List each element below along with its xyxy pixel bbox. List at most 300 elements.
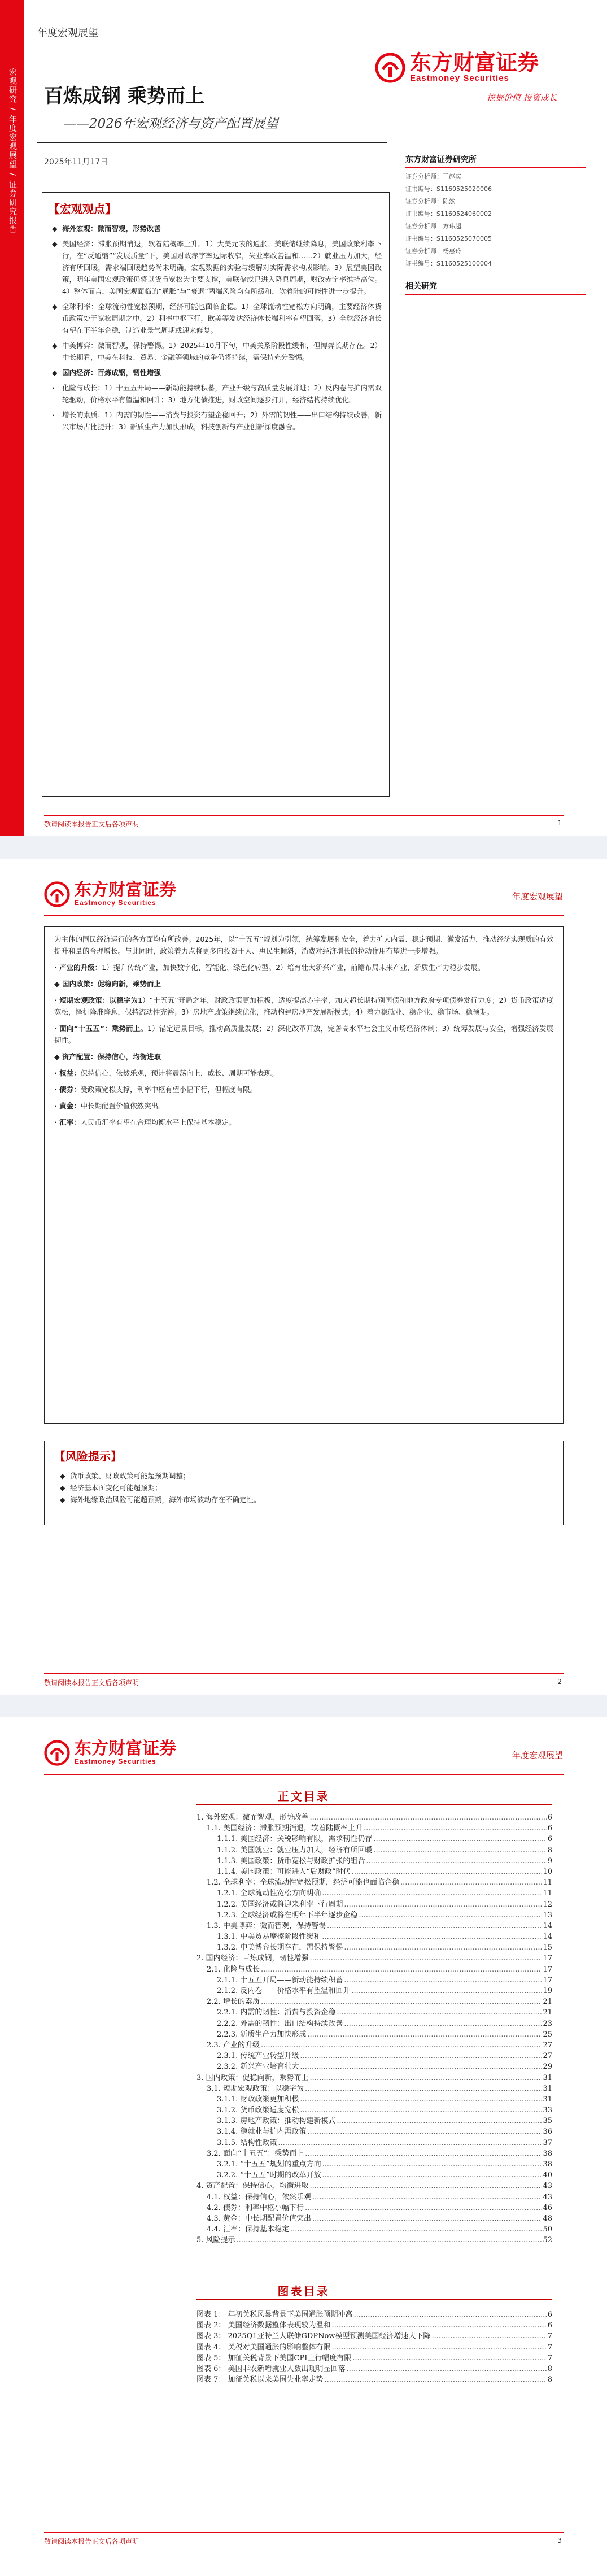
report-subtitle: ——2026年宏观经济与资产配置展望 <box>63 116 278 131</box>
viewpoint-section-title: 【宏观观点】 <box>49 202 116 216</box>
risk-bullet-icon: ◆ <box>60 1495 65 1504</box>
paragraph-text: 保持信心，依然乐观，预计将震荡向上，成长、周期可能表现。 <box>80 1069 278 1077</box>
toc-entry-label: 1.2.3. 全球经济或将在明年下半年逐步企稳 <box>217 1911 358 1920</box>
toc-title: 正文目录 <box>277 1790 330 1803</box>
toc-entry[interactable] <box>196 1909 552 1920</box>
toc-entry[interactable] <box>196 2104 552 2114</box>
analyst-row <box>405 193 586 206</box>
report-page-3 <box>0 1717 607 2553</box>
toc-entry[interactable] <box>196 1963 552 1974</box>
viewpoint-paragraph <box>54 933 553 957</box>
toc-entry-label: 1.3.1. 中美贸易摩擦阶段性缓和 <box>217 1933 321 1942</box>
bullet-marker: ◆ <box>52 302 58 311</box>
toc-entry-page: 35 <box>543 2117 552 2126</box>
brand-logo <box>375 52 539 83</box>
viewpoint-item <box>52 409 382 433</box>
figure-entry[interactable] <box>196 2319 552 2330</box>
figure-entry-label: 图表 7： 加征关税以来美国失业率走势 <box>196 2375 324 2384</box>
toc-leader-dots <box>325 2375 547 2384</box>
bullet-marker: ◆ <box>52 240 58 248</box>
toc-entry[interactable] <box>196 1822 552 1833</box>
toc-entry[interactable] <box>196 2201 552 2212</box>
brand-logo <box>44 881 176 907</box>
toc-entry-label: 1.2.1. 全球流动性宽松方向明确 <box>217 1889 321 1898</box>
risk-bullet-icon: ◆ <box>60 1483 65 1492</box>
paragraph-lead: ◆ 资产配置：保持信心，均衡进取 <box>54 1052 161 1061</box>
risk-item-text: 货币政策、财政政策可能超预期调整； <box>70 1472 190 1480</box>
analyst-row-text: 证书编号：S1160525100004 <box>405 260 492 267</box>
toc-entry[interactable] <box>196 2050 552 2060</box>
toc-entry-label: 3.1.2. 货币政策适度宽松 <box>217 2106 299 2115</box>
toc-entry[interactable] <box>196 2158 552 2169</box>
toc-entry-label: 2. 国内经济：百炼成钢，韧性增强 <box>196 1954 309 1963</box>
toc-entry[interactable] <box>196 1844 552 1855</box>
brand-logo <box>44 1740 176 1766</box>
toc-entry-page: 15 <box>543 1943 552 1952</box>
toc-leader-dots <box>237 2236 542 2244</box>
figure-entry-label: 图表 6： 美国非农新增就业人数出现明显回落 <box>196 2364 346 2373</box>
analyst-panel-title: 东方财富证券研究所 <box>405 151 586 168</box>
viewpoint-item-text: 海外宏观：微而智观，形势改善 <box>62 224 161 233</box>
toc-leader-dots <box>332 2321 547 2330</box>
analyst-row-text: 证书编号：S1160525070005 <box>405 235 492 242</box>
viewpoint-item <box>52 340 382 363</box>
paragraph-lead: · 面向“十五五”：乘势而上。 <box>54 1024 147 1033</box>
toc-entry-label: 2.3.1. 传统产业转型升级 <box>217 2052 299 2061</box>
toc-leader-dots <box>364 1824 547 1833</box>
toc-entry-label: 2.3. 产业的升级 <box>207 2040 260 2050</box>
analyst-row-text: 证券分析师：王赵宾 <box>405 173 461 180</box>
toc-entry-page: 17 <box>543 1954 552 1963</box>
toc-leader-dots <box>322 1889 542 1898</box>
figure-entry[interactable] <box>196 2373 552 2384</box>
viewpoint-paragraph <box>54 994 553 1018</box>
toc-entry-page: 43 <box>543 2182 552 2191</box>
footer-disclaimer: 敬请阅读本报告正文后各项声明 <box>44 2538 139 2545</box>
toc-entry-label: 4. 资产配置：保持信心，均衡进取 <box>196 2182 309 2191</box>
figure-entry-page: 6 <box>547 2310 552 2319</box>
analyst-row <box>405 181 586 193</box>
viewpoint-item-text: 美国经济：滞胀预期消退，软着陆概率上升。1）大美元表的通胀。美联储继续降息，美国政策利率下行，在“反通缩”“发展质量”下，美国财政赤字率边际收窄，失业率改善温和……2）就业压力加大，经济有所回暖，需求端回暖趋势尚未明确，宏观数据的实验与缓解对实际需求构成影响。3）展望美国政策，明年美国宏观政策仍将以货币宽松为主要支撑，美联储或已进入降息周期，财政赤字率维持高位。4）整体而言，美国宏观面临的“通胀”与“衰退”两端风险均有所缓和，软着陆的可能性进一步提升。 <box>62 240 382 295</box>
toc-leader-dots <box>310 2182 542 2190</box>
page-number: 2 <box>557 1678 562 1686</box>
paragraph-lead: · 产业的升级： <box>54 963 102 972</box>
viewpoint-item <box>52 223 382 234</box>
analyst-row <box>405 255 586 268</box>
toc-entry-page: 43 <box>543 2192 552 2201</box>
toc-entry-page: 21 <box>543 1998 552 2007</box>
analyst-row <box>405 206 586 218</box>
report-date: 2025年11月17日 <box>44 158 108 167</box>
toc-leader-dots <box>366 1857 546 1865</box>
toc-entry-label: 2.1. 化险与成长 <box>207 1965 260 1974</box>
analyst-panel <box>405 151 586 295</box>
toc-entry-page: 36 <box>543 2127 552 2136</box>
toc-entry-page: 31 <box>543 2095 552 2104</box>
toc-entry[interactable] <box>196 2223 552 2234</box>
toc-entry[interactable] <box>196 2212 552 2223</box>
paragraph-text: 1）提升传统产业，加快数字化、智能化、绿色化转型。2）培育壮大新兴产业，前瞻布局未来产业，新质生产力稳步发展。 <box>102 963 485 972</box>
paragraph-text: 为主体的国民经济运行的各方面均有所改善。2025年，以“十五五”规划为引领，统筹发展和安全，着力扩大内需、稳定预期、激发活力，推动经济实现质的有效提升和量的合理增长。与此同时，政策着力点将更多向投资于人、惠民生倾斜，消费对经济增长的拉动作用有望进一步增强。 <box>54 935 553 955</box>
bullet-marker: ◆ <box>52 224 58 233</box>
footer-divider <box>44 2532 564 2533</box>
footer-divider <box>44 1673 564 1674</box>
toc-entry[interactable] <box>196 2017 552 2028</box>
toc-leader-dots <box>278 2139 542 2147</box>
bullet-marker: ◆ <box>52 341 58 350</box>
toc-leader-dots <box>310 1813 547 1822</box>
analyst-row-text: 证券分析师：杨惠玲 <box>405 247 461 255</box>
viewpoint-paragraph <box>54 1067 553 1079</box>
paragraph-text: 1）锚定远景目标，推动高质量发展；2）深化改革开放，完善高水平社会主义市场经济体制；3）统筹发展与安全，增强经济发展韧性。 <box>54 1024 553 1045</box>
brand-name-cn: 东方财富证券 <box>75 1739 176 1759</box>
toc-leader-dots <box>300 2095 542 2104</box>
viewpoint-item-text: 全球利率：全球流动性宽松预期，经济可能也面临企稳。1）全球流动性宽松方向明确，主要经济体货币政策处于宽松周期之中。2）利率中枢下行，欧美等发达经济体长端利率有望回落。3）全球经济增长有望在下半年企稳，制造业景气周期或迎来修复。 <box>62 302 382 334</box>
toc-entry[interactable] <box>196 1876 552 1887</box>
paragraph-text: 受政策宽松支撑，利率中枢有望小幅下行，但幅度有限。 <box>80 1085 257 1094</box>
toc-leader-dots <box>310 2074 542 2082</box>
viewpoint-content <box>52 223 382 436</box>
toc-title-rule <box>196 1804 552 1805</box>
toc-entry[interactable] <box>196 1887 552 1898</box>
toc-leader-dots <box>327 1922 542 1930</box>
brand-name-en: Eastmoney Securities <box>75 1757 156 1765</box>
header-divider <box>44 915 564 916</box>
toc-entry[interactable] <box>196 2060 552 2071</box>
figure-entry-page: 7 <box>547 2332 552 2341</box>
toc-entry[interactable] <box>196 2136 552 2147</box>
viewpoint-paragraph <box>54 1116 553 1128</box>
toc-entry-label: 1.1.3. 美国政策：货币宽松与财政扩张的组合 <box>217 1856 365 1865</box>
toc-entry-page: 37 <box>543 2138 552 2147</box>
toc-entry-label: 3. 国内政策：促稳向新，乘势而上 <box>196 2073 309 2082</box>
viewpoint-paragraph <box>54 961 553 973</box>
toc-entry-label: 1.1.2. 美国就业：就业压力加大，经济有所回暖 <box>217 1846 373 1855</box>
page-number: 3 <box>557 2536 562 2544</box>
toc-leader-dots <box>312 2214 542 2223</box>
toc-entry[interactable] <box>196 1811 552 1822</box>
toc-entry[interactable] <box>196 2125 552 2136</box>
toc-leader-dots <box>347 2365 547 2373</box>
toc-entry-page: 31 <box>543 2073 552 2082</box>
toc-entry[interactable] <box>196 1941 552 1952</box>
toc-entry-label: 3.1.5. 结构性政策 <box>217 2138 277 2147</box>
toc-entry-page: 14 <box>543 1933 552 1942</box>
toc-leader-dots <box>322 1933 542 1941</box>
toc-leader-dots <box>431 2332 546 2340</box>
toc-leader-dots <box>352 1868 542 1876</box>
toc-leader-dots <box>261 2041 542 2050</box>
viewpoint-paragraph <box>54 1084 553 1095</box>
toc-leader-dots <box>305 2204 542 2212</box>
toc-leader-dots <box>312 2193 542 2201</box>
toc-entry[interactable] <box>196 2082 552 2093</box>
toc-entry-page: 50 <box>543 2225 552 2234</box>
toc-entry-label: 2.1.1. 十五五开局——新动能持续积蓄 <box>217 1975 343 1985</box>
bullet-marker: · <box>52 384 55 392</box>
toc-leader-dots <box>305 2085 542 2093</box>
toc-entry[interactable] <box>196 2234 552 2244</box>
viewpoint-paragraph <box>54 1100 553 1112</box>
figure-toc-list <box>196 2308 552 2384</box>
toc-entry[interactable] <box>196 2191 552 2201</box>
viewpoint-paragraph <box>54 978 553 990</box>
toc-entry-page: 19 <box>543 1987 552 1995</box>
risk-item <box>60 1482 545 1494</box>
toc-leader-dots <box>307 2127 542 2136</box>
brand-logo-icon <box>44 881 70 907</box>
toc-entry-label: 2.2. 增长的素质 <box>207 1998 260 2007</box>
figure-entry-label: 图表 3： 2025Q1亚特兰大联储GDPNow模型预测美国经济增速大下降 <box>196 2332 431 2341</box>
analyst-row <box>405 243 586 255</box>
toc-leader-dots <box>344 1976 542 1985</box>
toc-leader-dots <box>305 2149 542 2158</box>
paragraph-text: 人民币汇率有望在合理均衡水平上保持基本稳定。 <box>80 1118 236 1126</box>
analyst-list <box>405 168 586 268</box>
toc-entry[interactable] <box>196 2093 552 2104</box>
toc-entry-page: 52 <box>543 2236 552 2245</box>
toc-entry[interactable] <box>196 1995 552 2006</box>
toc-entry-label: 3.2. 面向“十五五”：乘势而上 <box>207 2149 304 2158</box>
header-label: 年度宏观展望 <box>37 27 98 39</box>
toc-entry[interactable] <box>196 1920 552 1930</box>
toc-entry-label: 2.3.2. 新兴产业培育壮大 <box>217 2062 299 2072</box>
toc-entry[interactable] <box>196 2006 552 2017</box>
toc-entry[interactable] <box>196 1855 552 1865</box>
figure-entry-page: 6 <box>547 2321 552 2330</box>
figure-entry-page: 8 <box>547 2364 552 2373</box>
toc-entry-label: 3.1. 短期宏观政策：以稳字为 <box>207 2084 304 2093</box>
toc-entry-page: 33 <box>543 2106 552 2115</box>
toc-entry-page: 27 <box>543 2040 552 2050</box>
risk-item-text: 经济基本面变化可能超预期； <box>70 1483 162 1492</box>
toc-leader-dots <box>344 1943 542 1952</box>
toc-entry-label: 2.2.2. 外需的韧性：出口结构持续改善 <box>217 2019 343 2028</box>
page-gap <box>0 836 607 859</box>
toc-leader-dots <box>307 2030 542 2039</box>
viewpoint-item-text: 国内经济：百炼成钢，韧性增强 <box>62 368 161 377</box>
brand-logo-icon <box>375 53 405 83</box>
footer-divider <box>44 815 564 816</box>
toc-entry-label: 1.1.1. 美国经济：关税影响有限，需求韧性仍存 <box>217 1835 373 1844</box>
toc-entry-page: 17 <box>543 1975 552 1985</box>
page-number: 1 <box>557 819 562 827</box>
toc-leader-dots <box>261 1965 542 1974</box>
toc-entry-page: 21 <box>543 2008 552 2017</box>
paragraph-text: 中长期配置价值依然突出。 <box>80 1102 165 1110</box>
paragraph-lead: ◆ 国内政策：促稳向新，乘势而上 <box>54 980 161 988</box>
toc-entry[interactable] <box>196 2039 552 2050</box>
toc-entry-label: 2.1.2. 反内卷——价格水平有望温和回升 <box>217 1987 351 1995</box>
toc-entry-page: 48 <box>543 2214 552 2223</box>
viewpoint-item-text: 增长的素质：1）内需的韧性——消费与投资有望企稳回升；2）外需的韧性——出口结构持续改善，新兴市场占比提升；3）新质生产力加快形成，科技创新与产业创新深度融合。 <box>62 411 382 431</box>
toc-entry[interactable] <box>196 1985 552 1995</box>
toc-entry-page: 6 <box>547 1835 552 1844</box>
toc-entry-label: 4.3. 黄金：中长期配置价值突出 <box>207 2214 311 2223</box>
analyst-row <box>405 230 586 243</box>
risk-item-text: 海外地缘政治风险可能超预期，海外市场波动存在不确定性。 <box>70 1495 261 1504</box>
viewpoint-item-text: 化险与成长：1）十五五开局——新动能持续积蓄，产业升级与高质量发展并进；2）反内卷与扩内需双轮驱动，价格水平有望温和回升；3）地方化债推进，财政空间逐步打开，经济结构持续优化。 <box>62 384 382 404</box>
toc-entry-label: 1.1. 美国经济：滞胀预期消退，软着陆概率上升 <box>207 1824 363 1833</box>
brand-logo-icon <box>44 1740 70 1766</box>
toc-leader-dots <box>310 1954 542 1963</box>
header-label: 年度宏观展望 <box>512 1750 563 1760</box>
paragraph-text: 1）“十五五”开局之年，财政政策更加积极，适度提高赤字率，加大超长期特别国债和地方政府专项债券发行力度；2）货币政策适度宽松，择机降准降息，保持流动性充裕；3）房地产政策继续优化，推动构建房地产发展新模式；4）着力稳就业、稳企业、稳市场、稳预期。 <box>54 996 553 1016</box>
toc-leader-dots <box>359 1911 542 1920</box>
toc-entry[interactable] <box>196 1974 552 1985</box>
toc-entry[interactable] <box>196 1898 552 1909</box>
toc-entry[interactable] <box>196 2169 552 2179</box>
toc-entry-label: 4.4. 汇率：保持基本稳定 <box>207 2225 289 2234</box>
analyst-row-text: 证券分析师：陈然 <box>405 198 455 205</box>
brand-slogan: 挖掘价值 投资成长 <box>487 93 557 103</box>
risk-item <box>60 1470 545 1482</box>
figure-entry-label: 图表 1： 年初关税风暴背景下美国通胀预期冲高 <box>196 2310 353 2319</box>
toc-entry-label: 1.1.4. 美国政策：可能进入“后财政”时代 <box>217 1867 351 1876</box>
toc-list <box>196 1811 552 2245</box>
figure-entry-page: 7 <box>547 2353 552 2362</box>
toc-entry[interactable] <box>196 2072 552 2082</box>
toc-leader-dots <box>344 2020 542 2028</box>
toc-leader-dots <box>354 2310 547 2319</box>
viewpoint-item-text: 中美博弈：微而智观，保持警惕。1）2025年10月下旬，中美关系阶段性缓和，但博弈长期存在。2）中长期看，中美在科技、贸易、金融等领域的竞争仍将持续，需保持充分警惕。 <box>62 341 382 362</box>
figure-entry[interactable] <box>196 2352 552 2362</box>
toc-entry[interactable] <box>196 2147 552 2158</box>
toc-entry-page: 40 <box>543 2171 552 2180</box>
toc-entry-page: 23 <box>543 2019 552 2028</box>
toc-entry-page: 29 <box>543 2062 552 2072</box>
related-research-title: 相关研究 <box>405 276 586 295</box>
toc-leader-dots <box>322 2171 542 2179</box>
toc-leader-dots <box>351 1987 542 1995</box>
toc-entry-page: 38 <box>543 2149 552 2158</box>
figure-entry[interactable] <box>196 2330 552 2340</box>
risk-section-title: 【风险提示】 <box>54 1450 122 1463</box>
toc-entry-label: 4.2. 债券：利率中枢小幅下行 <box>207 2203 304 2212</box>
figure-entry-page: 7 <box>547 2343 552 2352</box>
title-divider <box>37 142 387 143</box>
toc-entry-page: 27 <box>543 2052 552 2061</box>
toc-entry-page: 11 <box>543 1878 552 1887</box>
brand-name-cn: 东方财富证券 <box>75 880 176 900</box>
paragraph-lead: · 黄金： <box>54 1102 81 1110</box>
toc-entry[interactable] <box>196 1865 552 1876</box>
toc-leader-dots <box>337 2008 542 2017</box>
brand-name-cn: 东方财富证券 <box>410 50 539 75</box>
toc-entry[interactable] <box>196 2179 552 2190</box>
page-gap <box>0 1695 607 1717</box>
toc-entry-page: 8 <box>547 1846 552 1855</box>
toc-entry[interactable] <box>196 1930 552 1941</box>
toc-entry-label: 2.2.3. 新质生产力加快形成 <box>217 2030 307 2039</box>
analyst-row <box>405 218 586 230</box>
toc-entry-label: 2.2.1. 内需的韧性：消费与投资企稳 <box>217 2008 336 2017</box>
toc-entry[interactable] <box>196 2028 552 2039</box>
figure-entry-page: 8 <box>547 2375 552 2384</box>
toc-entry-page: 25 <box>543 2030 552 2039</box>
toc-entry-label: 3.1.3. 房地产政策：推动构建新模式 <box>217 2117 336 2126</box>
toc-entry-label: 1. 海外宏观：微而智观，形势改善 <box>196 1813 309 1822</box>
toc-leader-dots <box>373 1835 546 1843</box>
toc-entry-page: 31 <box>543 2084 552 2093</box>
toc-entry-page: 17 <box>543 1965 552 1974</box>
toc-entry-label: 1.3. 中美博弈：微而智观，保持警惕 <box>207 1921 326 1930</box>
viewpoint-paragraph <box>54 1022 553 1046</box>
bullet-marker: · <box>52 411 55 419</box>
toc-leader-dots <box>261 1998 542 2006</box>
figure-toc-title: 图表目录 <box>277 2285 330 2298</box>
paragraph-lead: · 债券： <box>54 1085 81 1094</box>
toc-entry-label: 1.2.2. 美国经济或将迎来利率下行周期 <box>217 1900 343 1909</box>
toc-entry-label: 3.1.4. 稳就业与扩内需政策 <box>217 2127 307 2136</box>
toc-entry-page: 46 <box>543 2203 552 2212</box>
side-band-text: 宏观研究 / 年度宏观展望 / 证券研究报告 <box>8 68 17 235</box>
header-label: 年度宏观展望 <box>512 891 563 902</box>
risk-item <box>60 1494 545 1505</box>
header-divider <box>44 1774 564 1775</box>
brand-name-en: Eastmoney Securities <box>410 73 509 83</box>
viewpoint-item <box>52 367 382 378</box>
toc-entry-page: 10 <box>543 1867 552 1876</box>
toc-entry-label: 3.2.1. “十五五”规划的重点方向 <box>217 2160 321 2169</box>
report-page-2 <box>0 859 607 1695</box>
toc-leader-dots <box>332 2343 547 2352</box>
toc-leader-dots <box>373 1846 546 1855</box>
analyst-row-text: 证书编号：S1160525020006 <box>405 185 492 193</box>
figure-entry[interactable] <box>196 2308 552 2319</box>
risk-list <box>60 1470 545 1505</box>
paragraph-lead: · 权益： <box>54 1069 81 1077</box>
toc-entry-page: 6 <box>547 1824 552 1833</box>
report-title: 百炼成钢 乘势而上 <box>44 85 204 107</box>
report-page-1 <box>0 0 607 836</box>
figure-entry-label: 图表 5： 加征关税背景下美国CPI上行幅度有限 <box>196 2353 352 2362</box>
side-color-band <box>0 0 24 836</box>
figure-entry[interactable] <box>196 2341 552 2352</box>
toc-entry-page: 12 <box>543 1900 552 1909</box>
toc-entry-page: 11 <box>543 1889 552 1898</box>
viewpoint-continued-content <box>54 933 553 1133</box>
toc-entry-label: 1.3.2. 中美博弈长期存在，需保持警惕 <box>217 1943 343 1952</box>
brand-name-en: Eastmoney Securities <box>75 899 156 907</box>
toc-entry-page: 14 <box>543 1921 552 1930</box>
viewpoint-item <box>52 382 382 406</box>
figure-entry-label: 图表 4： 关税对美国通胀的影响整体有限 <box>196 2343 331 2352</box>
toc-entry[interactable] <box>196 2114 552 2125</box>
toc-entry[interactable] <box>196 1833 552 1843</box>
toc-entry-label: 1.2. 全球利率：全球流动性宽松预期，经济可能也面临企稳 <box>207 1878 399 1887</box>
toc-entry[interactable] <box>196 1952 552 1963</box>
viewpoint-paragraph <box>54 1051 553 1063</box>
toc-leader-dots <box>300 2106 542 2114</box>
risk-bullet-icon: ◆ <box>60 1472 65 1480</box>
toc-entry-label: 5. 风险提示 <box>196 2236 235 2245</box>
toc-entry-page: 13 <box>543 1911 552 1920</box>
toc-entry-label: 3.1.1. 财政政策更加积极 <box>217 2095 299 2104</box>
viewpoint-item <box>52 301 382 336</box>
figure-entry[interactable] <box>196 2362 552 2373</box>
analyst-row-text: 证书编号：S1160524060002 <box>405 210 492 217</box>
toc-leader-dots <box>300 2052 542 2060</box>
toc-entry-label: 3.2.2. “十五五”时期的改革开放 <box>217 2171 321 2180</box>
figure-toc-rule <box>196 2299 552 2300</box>
toc-leader-dots <box>337 2117 542 2125</box>
toc-leader-dots <box>322 2160 542 2169</box>
paragraph-lead: · 短期宏观政策：以稳字为 <box>54 996 138 1004</box>
footer-disclaimer: 敬请阅读本报告正文后各项声明 <box>44 1679 139 1687</box>
toc-leader-dots <box>300 2062 542 2071</box>
toc-leader-dots <box>352 2354 546 2362</box>
